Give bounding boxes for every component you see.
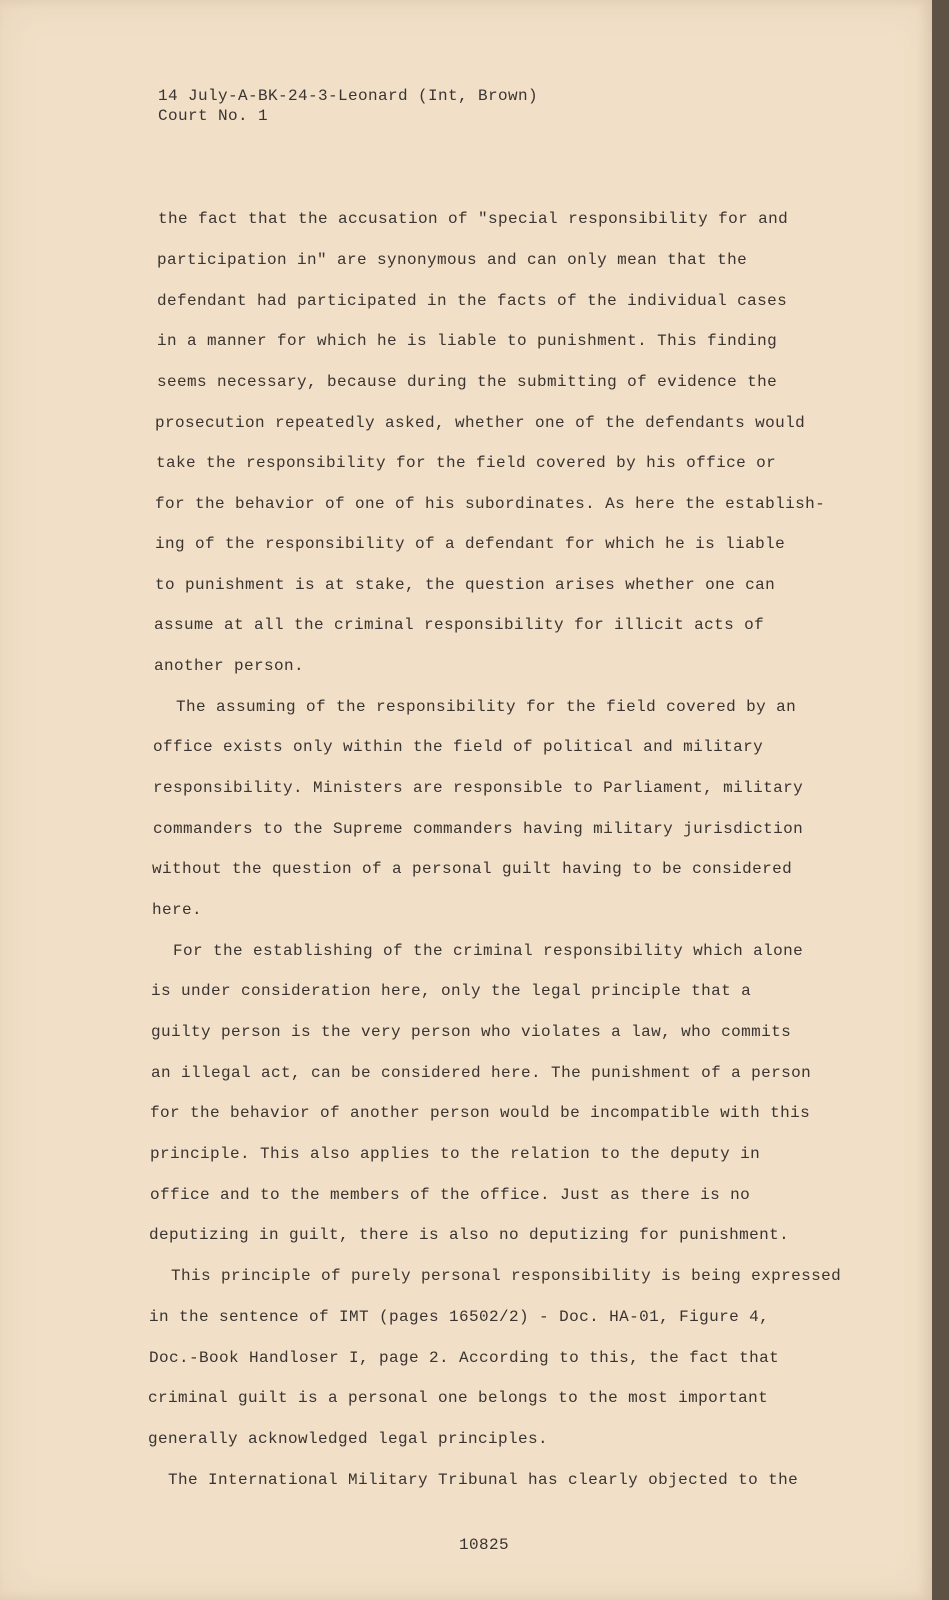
body-line: criminal guilt is a personal one belongs to the most important xyxy=(148,1389,769,1407)
body-line: an illegal act, can be considered here. The punishment of a person xyxy=(151,1064,812,1082)
body-line: for the behavior of another person would be incompatible with this xyxy=(150,1104,811,1122)
body-line: in the sentence of IMT (pages 16502/2) - Doc. HA-01, Figure 4, xyxy=(149,1308,770,1326)
header-court: Court No. 1 xyxy=(158,107,269,125)
body-line: another person. xyxy=(154,657,305,675)
body-line: The International Military Tribunal has clearly objected to the xyxy=(168,1471,799,1489)
body-line: responsibility. Ministers are responsible to Parliament, military xyxy=(153,779,804,797)
body-line: assume at all the criminal responsibility for illicit acts of xyxy=(154,616,765,634)
body-line: the fact that the accusation of "special responsibility for and xyxy=(158,210,789,228)
body-line: This principle of purely personal responsibility is being expressed xyxy=(171,1267,842,1285)
scan-edge xyxy=(932,0,949,1600)
body-line: here. xyxy=(152,901,203,919)
body-line: Doc.-Book Handloser I, page 2. According to this, the fact that xyxy=(149,1349,780,1367)
body-line: participation in" are synonymous and can only mean that the xyxy=(157,251,748,269)
body-line: principle. This also applies to the relation to the deputy in xyxy=(150,1145,761,1163)
body-line: office and to the members of the office. Just as there is no xyxy=(150,1186,751,1204)
body-line: defendant had participated in the facts of the individual cases xyxy=(157,292,788,310)
body-line: take the responsibility for the field covered by his office or xyxy=(156,454,777,472)
body-line: The assuming of the responsibility for the field covered by an xyxy=(176,698,797,716)
document-header xyxy=(158,86,538,126)
page-number: 10825 xyxy=(459,1536,510,1554)
body-line: generally acknowledged legal principles. xyxy=(148,1430,549,1448)
body-line: office exists only within the field of political and military xyxy=(153,738,764,756)
body-line: is under consideration here, only the legal principle that a xyxy=(151,982,752,1000)
body-line: deputizing in guilt, there is also no deputizing for punishment. xyxy=(149,1226,790,1244)
body-line: seems necessary, because during the submitting of evidence the xyxy=(157,373,778,391)
body-line: for the behavior of one of his subordinates. As here the establish- xyxy=(155,495,826,513)
body-line: guilty person is the very person who violates a law, who commits xyxy=(151,1023,792,1041)
body-line: For the establishing of the criminal responsibility which alone xyxy=(173,942,804,960)
header-reference: 14 July-A-BK-24-3-Leonard (Int, Brown) xyxy=(158,87,539,105)
body-line: without the question of a personal guilt having to be considered xyxy=(152,860,793,878)
body-line: prosecution repeatedly asked, whether one of the defendants would xyxy=(155,414,806,432)
body-line: ing of the responsibility of a defendant for which he is liable xyxy=(155,535,786,553)
body-line: to punishment is at stake, the question arises whether one can xyxy=(155,576,776,594)
body-line: in a manner for which he is liable to punishment. This finding xyxy=(157,332,778,350)
body-line: commanders to the Supreme commanders having military jurisdiction xyxy=(153,820,804,838)
